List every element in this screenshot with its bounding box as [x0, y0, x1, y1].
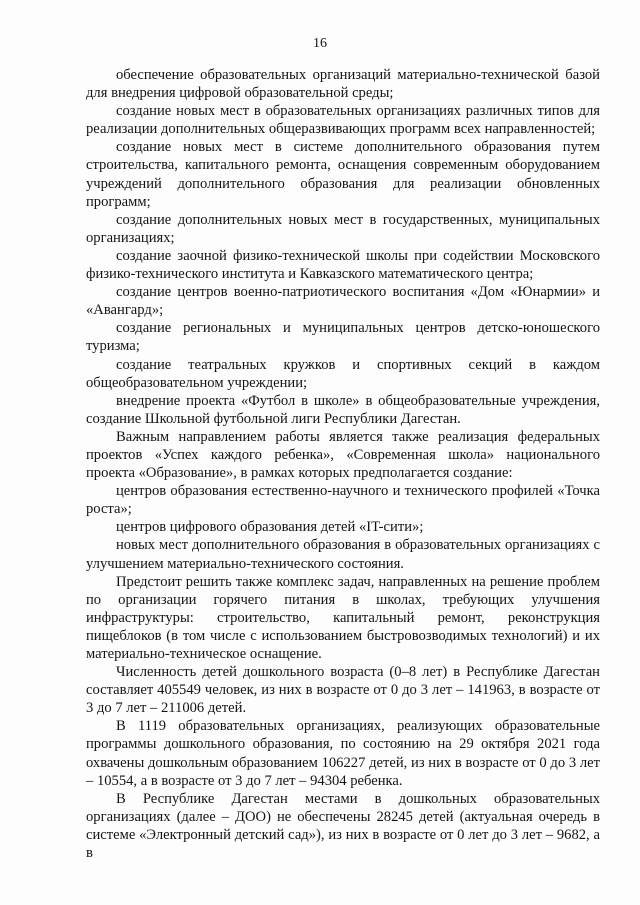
paragraph-16: В 1119 образовательных организациях, реализующих образовательные программы дошкольного образования, по состоянию на 29 октября 2021 года охвачены дошкольным образованием 106227 детей, из них в возрасте от 0 до 3 лет – 10554, а в возрасте от 3 до 7 лет – 94304 ребенка. — [86, 718, 600, 789]
paragraph-4: создание дополнительных новых мест в государственных, муниципальных организациях; — [86, 211, 600, 246]
paragraph-17: В Республике Дагестан местами в дошкольных образовательных организациях (далее – ДОО) не обеспечены 28245 детей (актуальная очередь в системе «Электронный детский сад»), из них в возрасте от 0 лет до 3 лет – 9682, а в — [86, 790, 600, 862]
paragraph-10: Важным направлением работы является также реализация федеральных проектов «Успех каждого ребенка», «Современная школа» национального проекта «Образование», в рамках которых предполагается создание: — [86, 428, 600, 482]
paragraph-15: Численность детей дошкольного возраста (0–8 лет) в Республике Дагестан составляет 405549 человек, из них в возрасте от 0 до 3 лет – 141963, в возрасте от 3 до 7 лет – 211006 детей. — [86, 664, 600, 717]
paragraph-14: Предстоит решить также комплекс задач, направленных на решение проблем по организации горячего питания в школах, требующих улучшения инфраструктуры: строительство, капитальный ремонт, реконструкция пищеблоков (в том числе с использованием быстровозводимых технологий) и их материально-техническое оснащение. — [86, 573, 600, 662]
paragraph-13: новых мест дополнительного образования в образовательных организациях с улучшением материально-технического состояния. — [86, 537, 600, 572]
paragraph-2: создание новых мест в образовательных организациях различных типов для реализации дополнительных общеразвивающих программ всех направленностей; — [86, 103, 600, 138]
paragraph-9: внедрение проекта «Футбол в школе» в общеобразовательные учреждения, создание Школьной футбольной лиги Республики Дагестан. — [86, 392, 600, 427]
paragraph-5: создание заочной физико-технической школы при содействии Московского физико-технического института и Кавказского математического центра; — [86, 247, 600, 283]
paragraph-6: создание центров военно-патриотического воспитания «Дом «Юнармии» и «Авангард»; — [86, 284, 600, 319]
paragraph-7: создание региональных и муниципальных центров детско-юношеского туризма; — [86, 320, 600, 355]
paragraph-12: центров цифрового образования детей «IT-сити»; — [116, 519, 424, 536]
paragraph-11: центров образования естественно-научного и технического профилей «Точка роста»; — [86, 483, 600, 518]
page-number: 16 — [313, 36, 327, 51]
paragraph-8: создание театральных кружков и спортивных секций в каждом общеобразовательном учреждении; — [86, 356, 600, 391]
paragraph-3: создание новых мест в системе дополнительного образования путем строительства, капитального ремонта, оснащения современным оборудованием учреждений дополнительного образования для реализации обновленных программ; — [86, 139, 600, 210]
document-body — [86, 66, 600, 862]
paragraph-1: обеспечение образовательных организаций материально-технической базой для внедрения цифровой образовательной среды; — [86, 67, 600, 102]
